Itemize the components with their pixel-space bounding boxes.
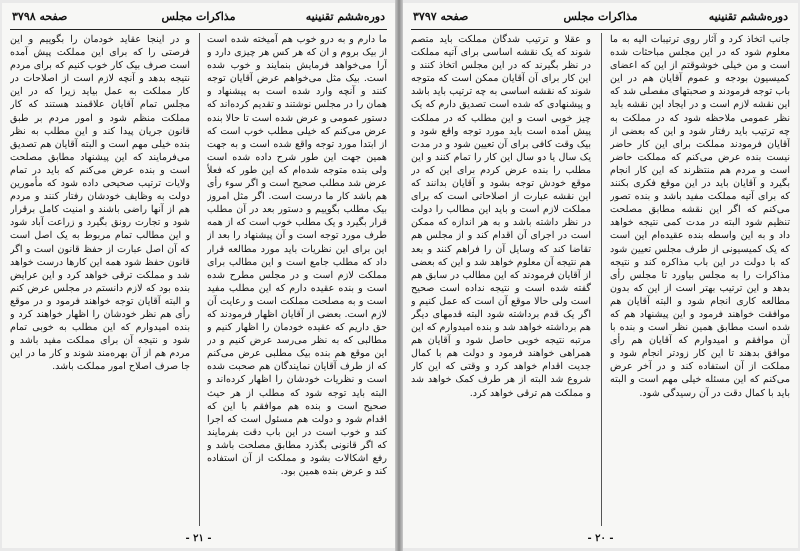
right-column-left-text: و عقلا و ترتیب شدگان مملکت باید متصم شوند که یک نقشه اساسی برای آتیه مملکت در نظر بگیرند که در این مجلس اتخاذ کنند و این کار برای آن آقایان ممکن است که متوجه شوند که نقشه اساسی به چه ترتیب باید باشد و پیشنهادی که شده است تصدیق دارم که یک چیز خوبی است و این مطلب که در مملکت پیش آمده است باید مورد توجه واقع شود و بیک وقت کافی برای آن تعیین شود و در مدت یک سال یا دو سال این کار را تمام کنند و این مطلب را بنده عرض کردم برای این که در موقع خودش توجه بشود و آقایان بدانند که این نقشه عبارت از اصلاحاتی است که برای مملکت لازم است و باید این مطالب را دولت در نظر داشته باشد و به هر اندازه که ممکن است در اجرای آن اقدام کند و از مجلس هم تقاضا کند که وسایل آن را فراهم کنند و بعد هم نتیجه آن معلوم خواهد شد و این که بعضی از آقایان فرمودند که این مطالب در سابق هم گفته شده است و نتیجه نداده است صحیح است ولی حالا موقع آن است که عمل کنیم و اگر یک قدم برداشته شود البته قدمهای دیگر هم برداشته خواهد شد و بنده امیدوارم که این مرتبه نتیجه خوبی حاصل شود و آقایان هم همراهی خواهند فرمود و دولت هم با کمال جدیت اقدام خواهد کرد و وقتی که این کار شروع شد البته از هر طرف کمک خواهد شد و مملکت هم ترقی خواهد کرد. (411, 34, 591, 399)
right-column-right-text: جانب اتخاذ کرد و آثار روی ترتیبات الیه به ما معلوم شود که در این مجلس مباحثات شده است و من خیلی خوشوقتم از این که اعضای کمیسیون بودجه و عموم آقایان هم در این باب توجه فرمودند و صحبتهای مفصلی شد که این نقشه لازم است و در ایجاد این نقشه باید نظر عمومی ملاحظه شود که در مملکت به چه ترتیب باید رفتار شود و این که بعضی از آقایان فرمودند مملکت برای این کار حاضر نیست بنده عرض می‌کنم که مملکت حاضر است و مردم هم منتظرند که این کار انجام بگیرد و آقایان باید در این موقع فکری بکنند که برای آتیه مملکت مفید باشد و بنده تصور می‌کنم که اگر این نقشه مطابق مصلحت تنظیم شود البته در مدت کمی نتیجه خواهد داد و به این واسطه بنده عقیده‌ام این است که یک کمیسیونی از طرف مجلس تعیین شود که با دولت در این باب مذاکره کند و نتیجه مذاکرات را به مجلس بیاورد تا مجلس رأی بدهد و این ترتیب بهتر است از این که بدون مطالعه کاری انجام شود و البته آقایان هم موافقت خواهند فرمود و این پیشنهاد هم که شده است مطابق همین نظر است و بنده با آن موافقم و امیدوارم که آقایان هم رأی موافق بدهند تا این کار زودتر انجام شود و مملکت از آن استفاده کند و در آخر عرض می‌کنم که این مسئله خیلی مهم است و البته باید با کمال دقت در آن رسیدگی شود. (610, 34, 790, 399)
left-header-term: دوره‌ششم تقنینیه (305, 10, 385, 23)
right-page (403, 3, 798, 548)
left-column-right-text: ما دارم و به درو خوب هم آمیخته شده است از بیک بروم و ان که هر کس هر چیزی دارد و آرا می‌خواهد فرمایش بنمایند و خوب شده است. بیک مثل می‌خواهم عرض آقایان توجه کنند و آنچه وارد شده است به پیشنهاد و همان را در مجلس نوشتند و تقدیم کرده‌اند که دستور عمومی و عرض شده است تا حالا بنده عرض می‌کنم که خیلی مطلب خوب است که از ابتدا مورد توجه واقع شده است و به جهت همین جهت این طور شرح داده شده است ولی بنده متوجه شده‌ام که این طور که فعلاً عرض شد مطلب صحیح است و اگر سوء رأی هم باشد کار ما درست است. اگر مثل امروز بیک مطلب بگوییم و دستور بعد در آن مطلب قرار بگیرد و یک مطلب خوب است که از همه طرف مورد توجه است و آن پیشنهاد را بعد از این برای این نظریات باید مورد مطالعه قرار داد که مطلب جامع است و این مطالب برای مملکت لازم است و در مجلس مطرح شده است و بنده عقیده دارم که این مطلب مفید است و به مصلحت مملکت است و رعایت آن لازم است. بعضی از آقایان اظهار فرمودند که حق داریم که عقیده خودمان را اظهار کنیم و مطالبی که به نظر می‌رسد عرض کنیم و در این موقع هم بنده بیک مطلبی عرض می‌کنم که از طرف آقایان نمایندگان هم صحبت شده است و نظریات خودشان را اظهار کرده‌اند و البته باید توجه شود که مطلب از هر حیث صحیح است و بنده هم موافقم با این که اقدام شود و دولت هم مسئول است که اجرا کند و خوب است در این باب دقت بفرمایند که اگر قانونی بگذرد مطابق مصلحت باشد و رفع اشکالات بشود و مملکت از آن استفاده کند و عرض بنده همین بود. (207, 34, 387, 478)
right-page-header (413, 10, 788, 28)
right-column-divider (601, 33, 602, 526)
left-header-rule (10, 29, 387, 30)
right-header-term: دوره‌ششم تقنینیه (708, 10, 788, 23)
right-header-rule (411, 29, 790, 30)
left-page (2, 3, 395, 548)
left-page-column-left (10, 33, 190, 526)
left-header-title: مذاکرات مجلس (161, 10, 236, 23)
left-column-divider (199, 33, 200, 526)
left-header-page-label: صفحه ۳۷۹۸ (12, 10, 68, 23)
left-page-header (12, 10, 385, 28)
right-page-column-left (411, 33, 591, 526)
right-header-title: مذاکرات مجلس (563, 10, 638, 23)
left-page-column-right (207, 33, 387, 526)
left-page-number: - ۲۱ - (185, 533, 212, 544)
right-page-number: - ۲۰ - (587, 533, 614, 544)
right-page-column-right (610, 33, 790, 526)
right-header-page-label: صفحه ۳۷۹۷ (413, 10, 469, 23)
book-gutter (395, 0, 403, 551)
left-column-left-text: و در اینجا عقاید خودمان را بگوییم و این فرصتی را که برای این مملکت پیش آمده است صرف بیک کار خوب کنیم که برای مردم نتیجه بدهد و آنچه لازم است از اصلاحات در کار مملکت به عمل بیاید زیرا که در این مجلس تمام آقایان علاقمند هستند که کار مملکت منظم شود و امور مردم بر طبق قانون جریان پیدا کند و این مطلب به نظر بنده خیلی مهم است و البته آقایان هم تصدیق می‌فرمایند که این پیشنهاد مطابق مصلحت است و بنده عرض می‌کنم که باید در تمام ولایات ترتیب صحیحی داده شود که مأمورین دولت به وظایف خودشان رفتار کنند و مردم هم از آنها راضی باشند و امنیت کامل برقرار شود و تجارت رونق بگیرد و زراعت آباد شود و این مطالب تمام مربوط به یک اصل است که آن اصل عبارت از حفظ قانون است و اگر قانون حفظ شود همه این کارها درست خواهد شد و مملکت ترقی خواهد کرد و این عرایض بنده بود که لازم دانستم در مجلس عرض کنم و البته آقایان توجه خواهند فرمود و در موقع رأی هم نظر خودشان را اظهار خواهند کرد و بنده امیدوارم که این مطلب به خوبی تمام شود و نتیجه آن برای مملکت مفید باشد و مردم هم از آن بهره‌مند شوند و کار ما در این جا صرف اصلاح امور مملکت باشد. (10, 34, 190, 373)
